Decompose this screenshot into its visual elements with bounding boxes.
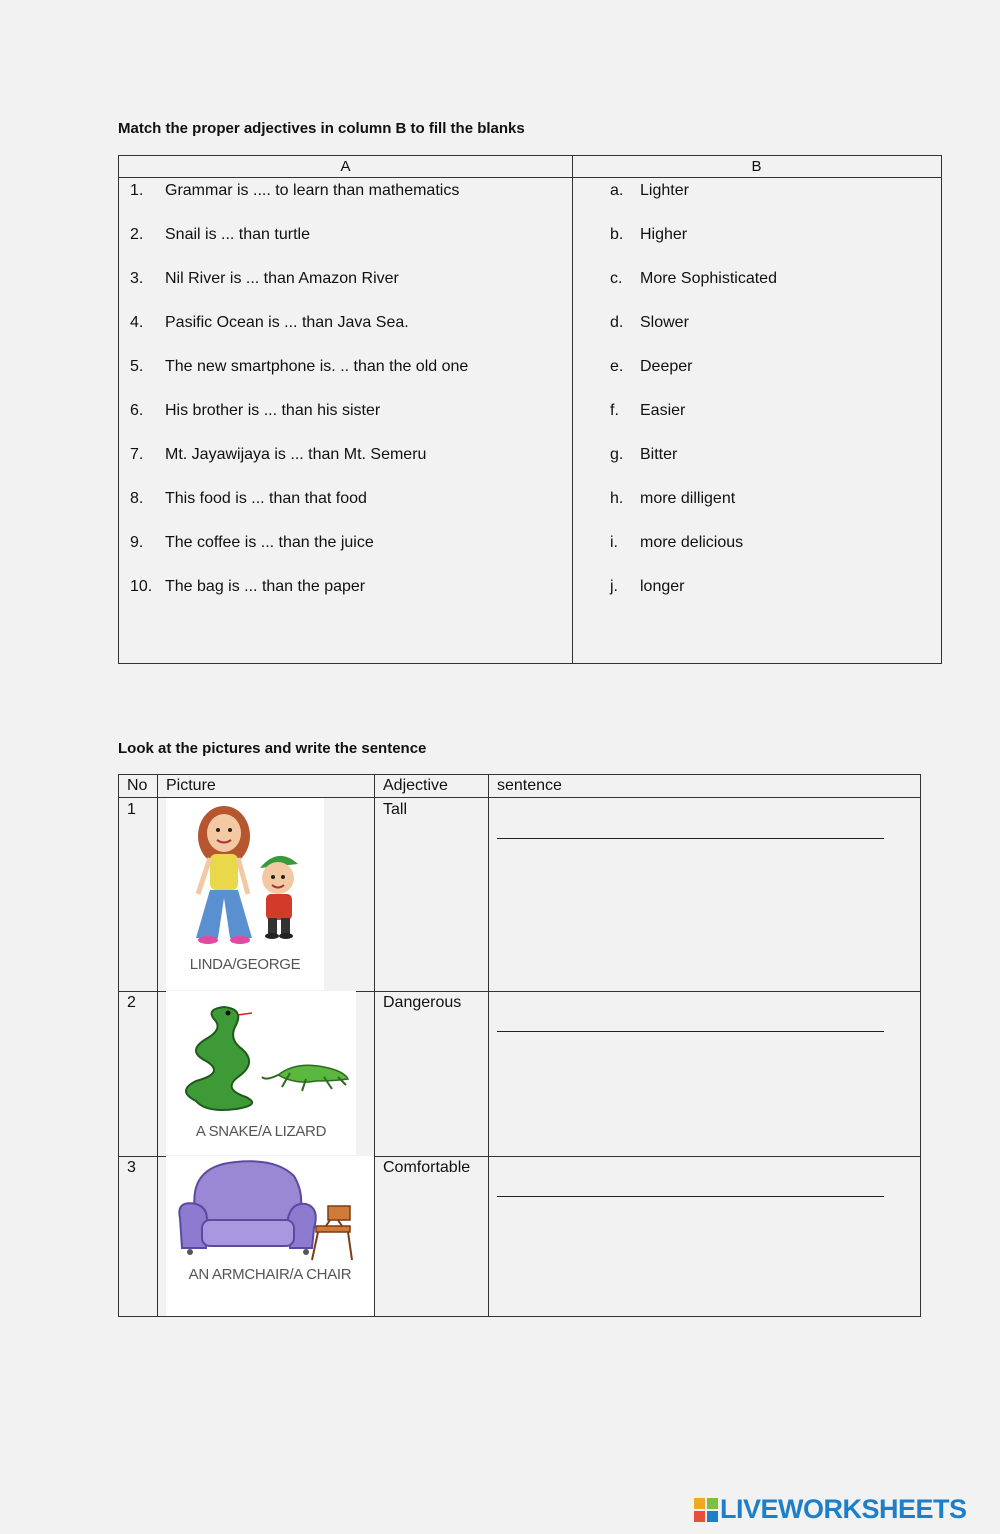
header-adjective: Adjective <box>383 777 448 794</box>
adjective-cell: Dangerous <box>383 994 462 1011</box>
column-b-item: b. Higher <box>610 226 688 243</box>
picture-caption: A SNAKE/A LIZARD <box>195 1123 327 1140</box>
column-a-list <box>119 180 571 620</box>
column-a-item: 4. Pasific Ocean is ... than Java Sea. <box>130 314 409 331</box>
matching-table <box>118 155 942 664</box>
column-b-item: d. Slower <box>610 314 689 331</box>
row-number: 2 <box>127 994 136 1011</box>
match-heading: Match the proper adjectives in column B to fill the blanks <box>118 120 525 137</box>
column-b-header: B <box>572 156 941 178</box>
picture-table <box>118 774 921 1317</box>
column-b-item: f. Easier <box>610 402 686 419</box>
pictures-heading: Look at the pictures and write the sentence <box>118 740 427 757</box>
column-a-item: 7. Mt. Jayawijaya is ... than Mt. Semeru <box>130 446 427 463</box>
sentence-answer-line[interactable] <box>497 828 884 839</box>
column-b-list <box>573 180 941 620</box>
header-picture: Picture <box>166 777 216 794</box>
picture-armchair-chair <box>166 1156 374 1316</box>
snake-lizard-illustration <box>166 991 356 1121</box>
picture-linda-george <box>166 798 324 990</box>
column-a-item: 10. The bag is ... than the paper <box>130 578 366 595</box>
column-a-item: 6. His brother is ... than his sister <box>130 402 381 419</box>
column-a-item: 1. Grammar is .... to learn than mathematics <box>130 182 460 199</box>
picture-caption: LINDA/GEORGE <box>189 956 301 973</box>
logo-text: LIVEWORKSHEETS <box>720 1494 967 1524</box>
table-row <box>119 1156 920 1317</box>
table-row <box>119 991 920 1156</box>
column-a-item: 8. This food is ... than that food <box>130 490 367 507</box>
column-b-item: e. Deeper <box>610 358 693 375</box>
column-a-item: 9. The coffee is ... than the juice <box>130 534 374 551</box>
picture-table-header <box>119 775 920 798</box>
adjective-cell: Comfortable <box>383 1159 471 1176</box>
table-row <box>119 798 920 991</box>
column-a-item: 5. The new smartphone is. .. than the old one <box>130 358 469 375</box>
picture-snake-lizard <box>166 991 356 1155</box>
column-b-item: j. longer <box>610 578 685 595</box>
column-a-item: 3. Nil River is ... than Amazon River <box>130 270 399 287</box>
column-a-header: A <box>119 156 572 178</box>
column-b-item: h. more dilligent <box>610 490 736 507</box>
column-b-item: i. more delicious <box>610 534 744 551</box>
column-b-item: g. Bitter <box>610 446 678 463</box>
liveworksheets-logo <box>694 1494 967 1525</box>
row-number: 3 <box>127 1159 136 1176</box>
sentence-answer-line[interactable] <box>497 1186 884 1197</box>
armchair-chair-illustration <box>166 1156 374 1266</box>
header-no: No <box>127 777 148 794</box>
liveworksheets-grid-icon <box>694 1498 718 1522</box>
sentence-answer-line[interactable] <box>497 1021 884 1032</box>
row-number: 1 <box>127 801 136 818</box>
column-b-item: a. Lighter <box>610 182 689 199</box>
column-a-item: 2. Snail is ... than turtle <box>130 226 310 243</box>
girl-boy-illustration <box>166 798 324 958</box>
picture-caption: AN ARMCHAIR/A CHAIR <box>188 1266 352 1283</box>
adjective-cell: Tall <box>383 801 408 818</box>
column-b-item: c. More Sophisticated <box>610 270 777 287</box>
header-sentence: sentence <box>497 777 562 794</box>
